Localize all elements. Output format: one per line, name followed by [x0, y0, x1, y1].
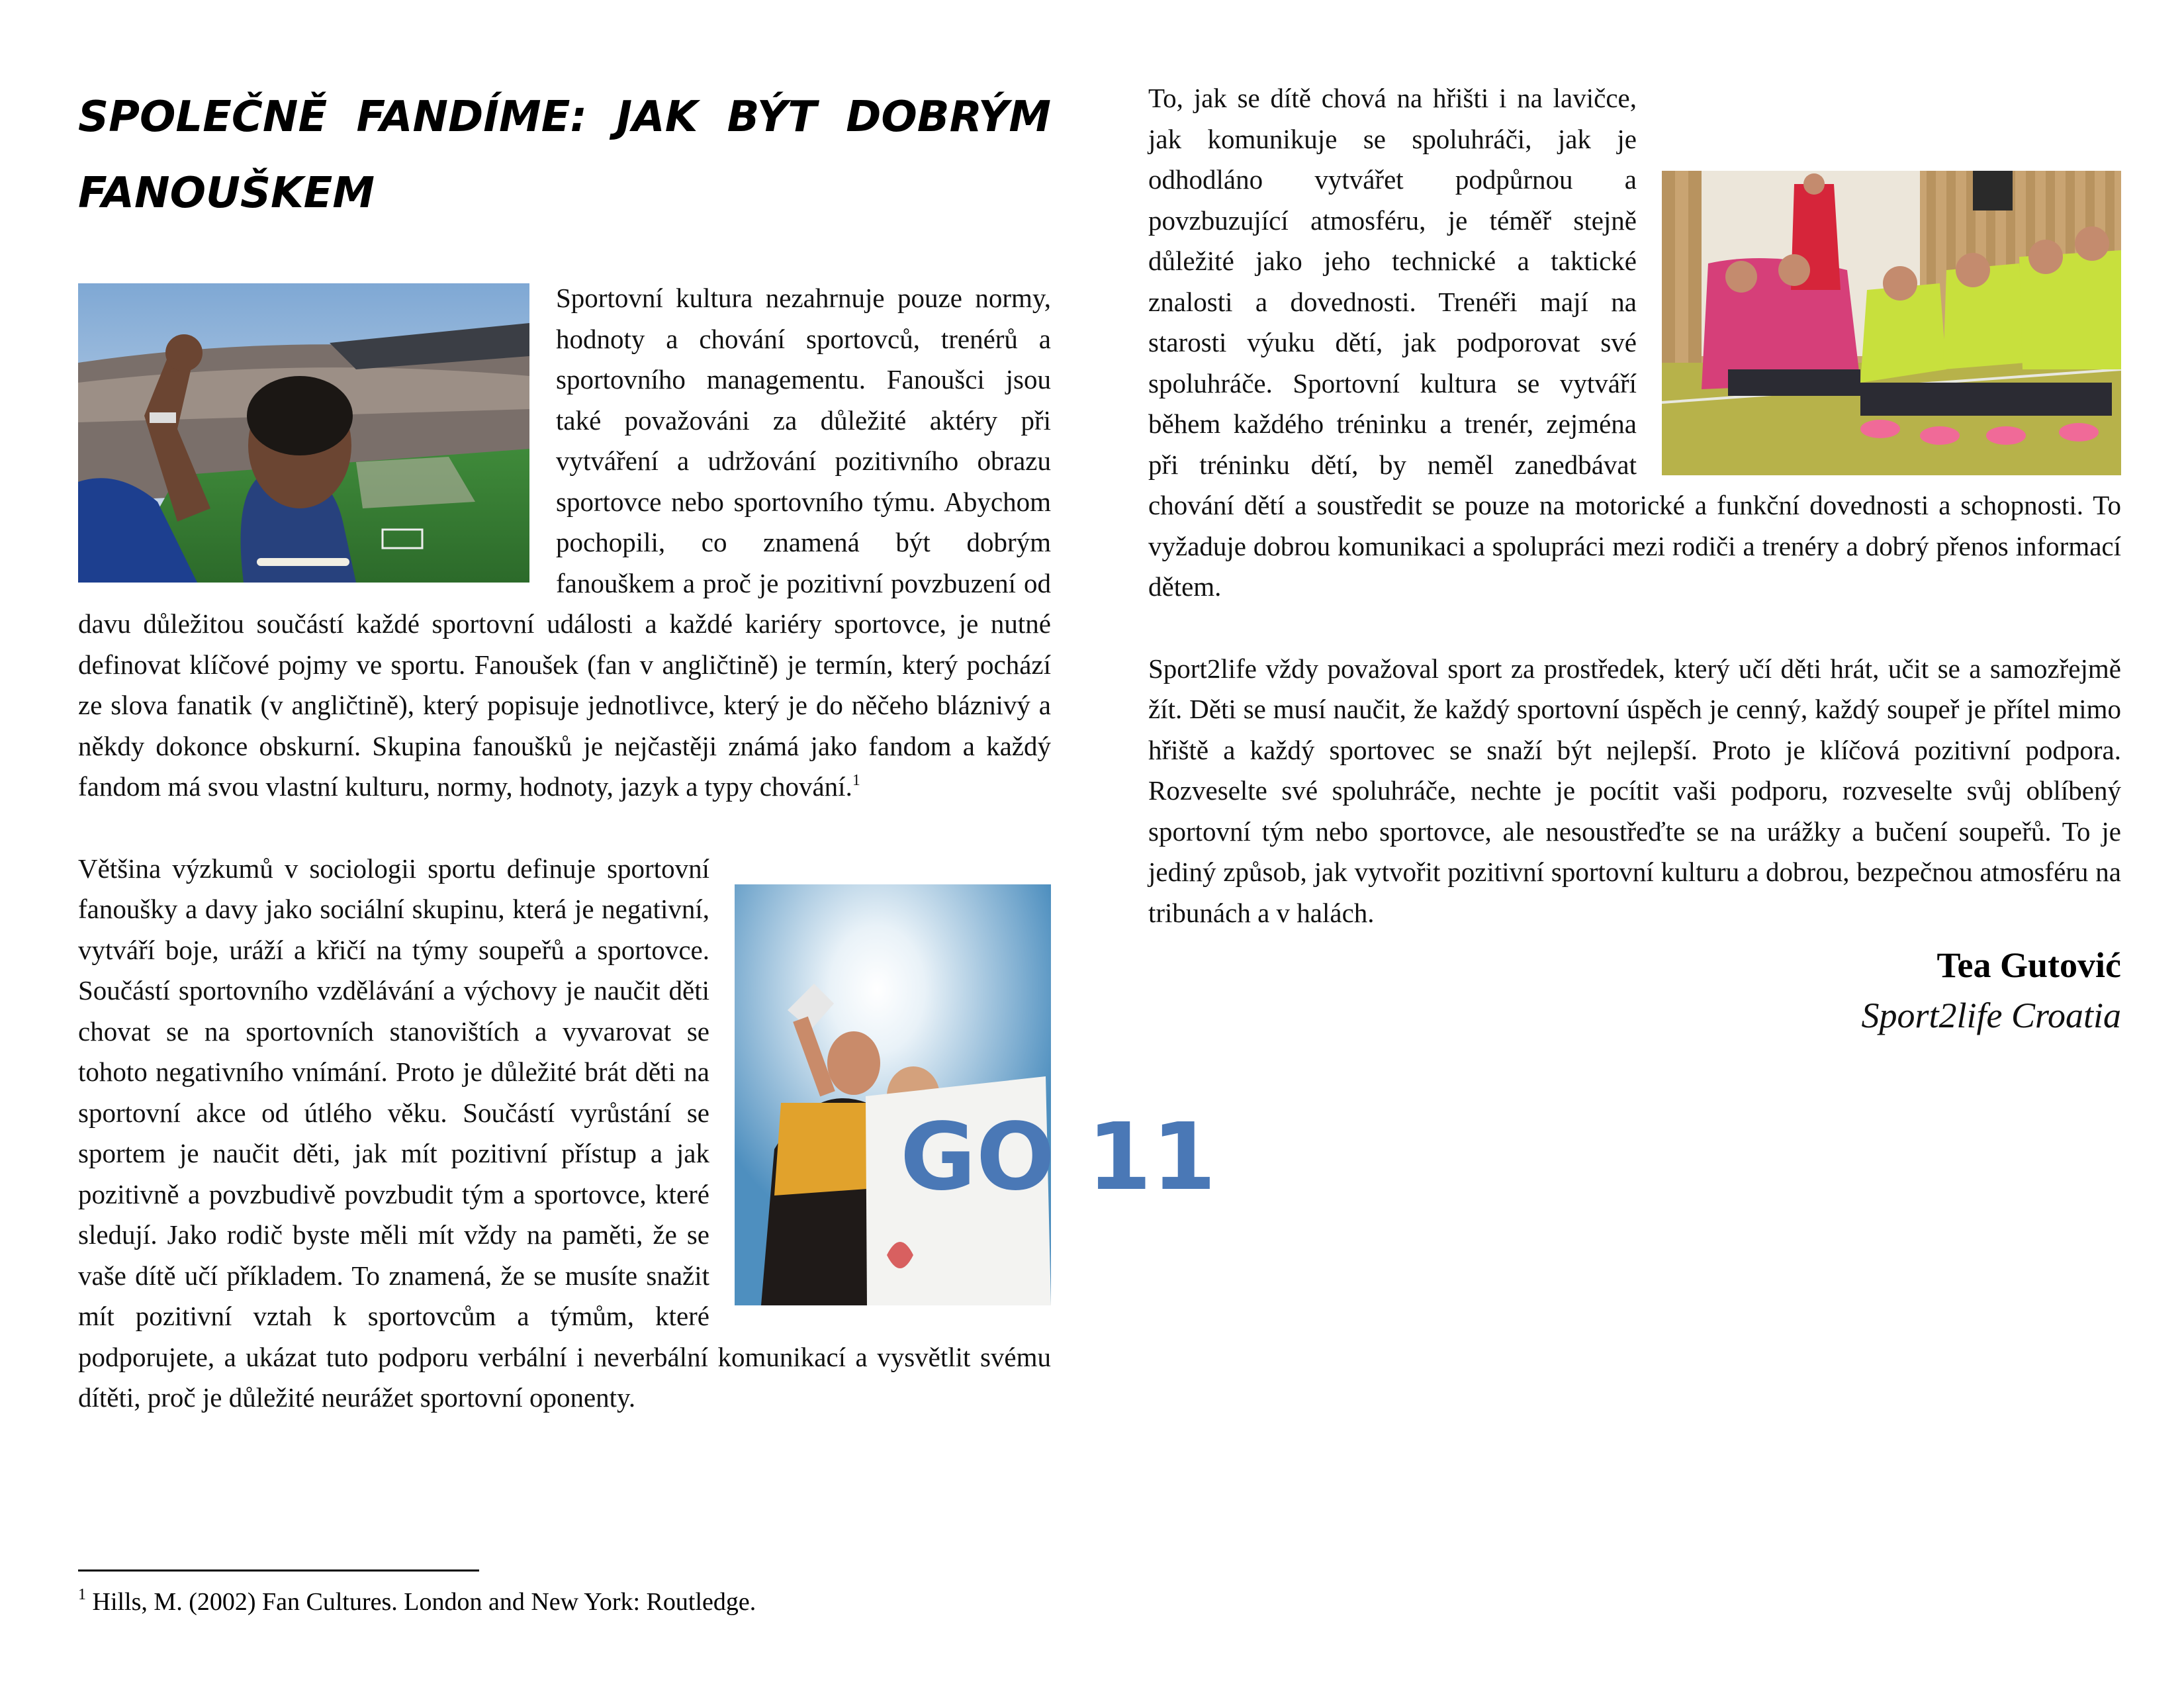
kids-team-photo — [1662, 171, 2121, 475]
footnote-number: 1 — [78, 1586, 86, 1603]
sport2life-paragraph: Sport2life vždy považoval sport za prostředek, který učí děti hrát, učit se a samozřejmě žít. Děti se musí naučit, že každý sportovní úspěch je cenný, každý soupeř je přítel mimo hřiště a každý sportovec se snaží být nejlepší. Proto je klíčová pozitivní podpora. Rozveselte své spoluhráče, nechte je pocítit vaši podporu, rozveselte svůj oblíbený sportovní tým nebo sportovce, ale nesoustřeďte se na urážky a bučení soupeřů. To je jediný způsob, jak vytvořit pozitivní sportovní kulturu a dobrou, bezpečnou atmosféru na tribunách a v halách. — [1148, 653, 2121, 928]
footnote-text: Hills, M. (2002) Fan Cultures. London and New York: Routledge. — [86, 1588, 756, 1616]
right-column — [1148, 78, 2121, 1041]
footnote — [78, 1585, 1137, 1618]
go-sign-text: GO 11 — [900, 1103, 1216, 1211]
footnote-reference: 1 — [852, 772, 860, 789]
footnote-divider — [78, 1570, 479, 1571]
author-organization: Sport2life Croatia — [1861, 996, 2121, 1035]
fans-cheering-photo — [735, 884, 1216, 1305]
article-title: SPOLEČNĚ FANDÍME: JAK BÝT DOBRÝM FANOUŠKEM — [78, 93, 1051, 218]
intro-paragraph: Sportovní kultura nezahrnuje pouze normy, hodnoty a chování sportovců, trenérů a sportovního managementu. Fanoušci jsou také považováni za důležité aktéry při vytváření a udržování pozitivního obrazu sportovce nebo sportovního týmu. Abychom pochopili, co znamená být dobrým fanouškem a proč je pozitivní povzbuzení od davu důležitou součástí každé sportovní události a každé kariéry sportovce, je nutné definovat klíčové pojmy ve sportu. Fanoušek (fan v angličtině) je termín, který pochází ze slova fanatik (v angličtině), který popisuje jednotlivce, který je do něčeho bláznivý a někdy dokonce obskurní. Skupina fanoušků je nejčastěji známá jako fandom a každý fandom má svou vlastní kulturu, normy, hodnoty, jazyk a typy chování. — [78, 283, 1051, 802]
stadium-fan-photo — [78, 283, 529, 583]
left-column — [78, 79, 1216, 1419]
author-name: Tea Gutović — [1936, 945, 2121, 985]
right-first-paragraph: To, jak se dítě chová na hřišti i na lavičce, jak komunikuje se spoluhráči, jak je odhodláno vytvářet podpůrnou a povzbuzující atmosféru, je téměř stejně důležité jako jeho technické a taktické znalosti a dovednosti. Trenéři mají na starosti výuku dětí, jak podporovat své spoluhráče. Sportovní kultura se vytváří během každého tréninku a trenér, zejména při tréninku dětí, by neměl zanedbávat chování dětí a soustředit se pouze na motorické a funkční dovednosti a schopnosti. To vyžaduje dobrou komunikaci a spolupráci mezi rodiči a trenéry a dobrý přenos informací dětem. — [1148, 83, 2121, 602]
second-paragraph: Většina výzkumů v sociologii sportu definuje sportovní fanoušky a davy jako sociální skupinu, která je negativní, vytváří boje, uráží a křičí na týmy soupeřů a sportovce. Součástí sportovního vzdělávání a výchovy je naučit děti chovat se na sportovních stanovištích a vyvarovat se tohoto negativního vnímání. Proto je důležité brát děti na sportovní akce od útlého věku. Součástí vyrůstání se sportem je naučit děti, jak mít pozitivní přístup a jak pozitivně a povzbudivě povzbudit tým a sportovce, které sledují. Jako rodič byste měli mít vždy na paměti, že se vaše dítě učí příkladem. To znamená, že se musíte snažit mít pozitivní vztah k sportovcům a týmům, které podporujete, a ukázat tuto podporu verbální i neverbální komunikací a vysvětlit svému dítěti, proč je důležité neurážet sportovní oponenty. — [78, 853, 1051, 1413]
signature-block — [1148, 940, 2121, 1041]
